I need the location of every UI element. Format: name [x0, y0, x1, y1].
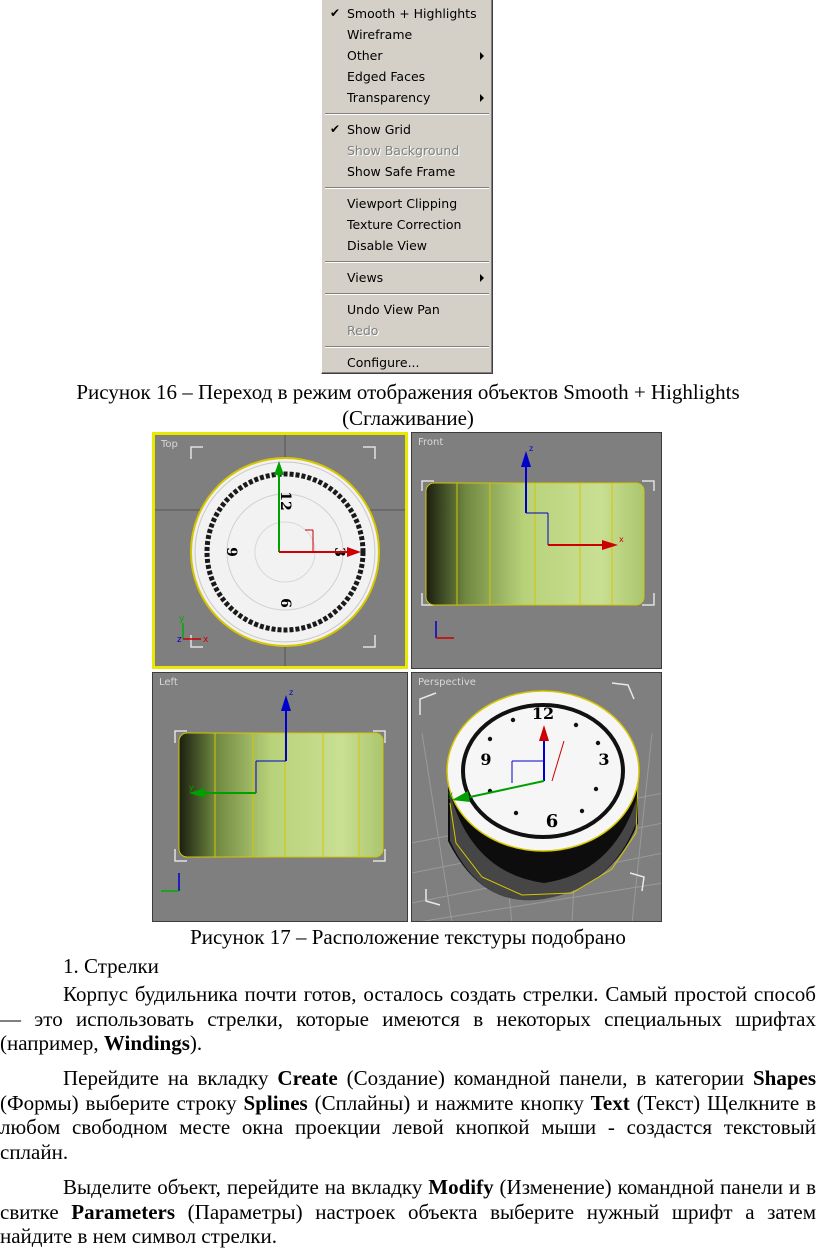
paragraph-2 — [0, 1066, 816, 1164]
menu-item-views[interactable] — [322, 267, 492, 288]
paragraph-3-part-d: (Параметры) настроек объекта выберите нужный шрифт а затем найдите в нем символ стрелки. — [0, 1199, 816, 1248]
dial-number-12: 12 — [277, 491, 293, 511]
paragraph-1-text: Корпус будильника почти готов, осталось создать стрелки. Самый простой способ — это использовать стрелки, которые имеются в некоторых специальных шрифтах (например, — [0, 982, 816, 1055]
submenu-arrow-icon — [480, 94, 484, 102]
paragraph-2-part-e: (Сплайны) и нажмите кнопку — [307, 1090, 591, 1115]
check-icon: ✔ — [330, 6, 341, 20]
section-heading: 1. Стрелки — [63, 954, 159, 978]
menu-item-label: Show Background — [347, 143, 460, 158]
paragraph-2-bold-text: Text — [590, 1090, 630, 1115]
menu-item-show-background — [322, 140, 492, 161]
menu-item-show-grid[interactable] — [322, 119, 492, 140]
menu-item-redo — [322, 320, 492, 341]
axis-y-label: y — [189, 783, 194, 792]
viewport-left[interactable] — [152, 672, 408, 922]
menu-item-undo-view-pan[interactable] — [322, 299, 492, 320]
axis-y-label: y — [448, 790, 453, 799]
top-view-drawing — [155, 435, 408, 669]
figure-16-caption-line1: Рисунок 16 – Переход в режим отображения объектов Smooth + Highlights — [76, 380, 740, 404]
dial-number-9: 9 — [480, 750, 492, 769]
viewport-label-left: Left — [159, 677, 178, 688]
figure-16-caption-line2: (Сглаживание) — [342, 406, 474, 430]
menu-separator — [325, 261, 489, 263]
paragraph-3-bold-parameters: Parameters — [71, 1199, 176, 1224]
dial-number-6: 6 — [277, 598, 293, 608]
paragraph-2-bold-splines: Splines — [243, 1090, 308, 1115]
menu-item-other[interactable] — [322, 45, 492, 66]
menu-separator — [325, 187, 489, 189]
menu-item-label: Edged Faces — [347, 69, 426, 84]
menu-item-label: Transparency — [347, 90, 431, 105]
left-view-drawing — [153, 673, 408, 922]
perspective-view-drawing — [412, 673, 662, 922]
paragraph-1-end: ). — [189, 1031, 203, 1055]
menu-item-wireframe[interactable] — [322, 24, 492, 45]
paragraph-2-bold-create: Create — [277, 1066, 338, 1090]
axis-z-label: z — [289, 688, 294, 697]
check-icon: ✔ — [330, 122, 341, 136]
axis-z-label: z — [177, 635, 182, 645]
viewport-perspective[interactable] — [411, 672, 662, 922]
viewports-figure — [152, 432, 662, 922]
dial-number-3: 3 — [598, 750, 610, 769]
menu-item-label: Show Grid — [347, 122, 411, 137]
submenu-arrow-icon — [480, 52, 484, 60]
viewport-label-front: Front — [418, 437, 444, 448]
menu-item-label: Disable View — [347, 238, 428, 253]
menu-item-viewport-clipping[interactable] — [322, 193, 492, 214]
viewport-front[interactable] — [411, 432, 662, 669]
paragraph-2-part-f: (Текст) Щелкните в любом свободном месте окна проекции левой кнопкой мыши - создастся текстовый сплайн. — [0, 1090, 816, 1164]
menu-item-edged-faces[interactable] — [322, 66, 492, 87]
axis-y-label: y — [179, 614, 185, 624]
paragraph-2-bold-shapes: Shapes — [752, 1066, 816, 1090]
paragraph-1-bold-windings: Windings — [103, 1031, 190, 1055]
menu-item-label: Views — [347, 270, 384, 285]
paragraph-3-part-c: (Изменение) командной панели и в свитке — [0, 1175, 816, 1224]
dial-number-9: 9 — [223, 547, 239, 557]
figure-17-caption: Рисунок 17 – Расположение текстуры подобрано — [190, 925, 626, 949]
menu-item-label: Undo View Pan — [347, 302, 440, 317]
front-view-drawing — [412, 433, 662, 669]
viewport-context-menu — [321, 0, 493, 374]
paragraph-3-bold-modify: Modify — [428, 1175, 494, 1199]
menu-item-label: Configure... — [347, 355, 420, 370]
menu-separator — [325, 293, 489, 295]
paragraph-2-part-d: (Формы) выберите строку — [0, 1090, 244, 1115]
viewport-label-perspective: Perspective — [418, 677, 476, 688]
dial-number-12: 12 — [531, 704, 555, 723]
menu-item-label: Show Safe Frame — [347, 164, 456, 179]
menu-item-label: Redo — [347, 323, 379, 338]
dial-number-3: 3 — [331, 547, 347, 557]
dial-number-6: 6 — [545, 811, 559, 832]
viewport-top[interactable] — [152, 432, 408, 669]
viewport-label-top: Top — [161, 439, 178, 450]
menu-item-texture-correction[interactable] — [322, 214, 492, 235]
axis-x-label: x — [203, 635, 209, 645]
menu-item-smooth-highlights[interactable] — [322, 3, 492, 24]
submenu-arrow-icon — [480, 274, 484, 282]
paragraph-1 — [0, 982, 816, 1056]
menu-item-label: Smooth + Highlights — [347, 6, 477, 21]
paragraph-3 — [0, 1175, 816, 1249]
paragraph-2-part-a: Перейдите на вкладку — [63, 1066, 278, 1090]
menu-separator — [325, 113, 489, 115]
menu-item-show-safe-frame[interactable] — [322, 161, 492, 182]
axis-z-label: z — [529, 444, 534, 453]
menu-item-configure[interactable] — [322, 352, 492, 373]
menu-item-label: Wireframe — [347, 27, 413, 42]
axis-x-label: x — [619, 535, 624, 544]
paragraph-3-part-a: Выделите объект, перейдите на вкладку — [63, 1175, 429, 1199]
menu-item-label: Viewport Clipping — [347, 196, 458, 211]
menu-separator — [325, 346, 489, 348]
menu-item-label: Texture Correction — [347, 217, 462, 232]
paragraph-2-part-c: (Создание) командной панели, в категории — [337, 1066, 753, 1090]
menu-item-transparency[interactable] — [322, 87, 492, 108]
menu-item-disable-view[interactable] — [322, 235, 492, 256]
menu-item-label: Other — [347, 48, 383, 63]
